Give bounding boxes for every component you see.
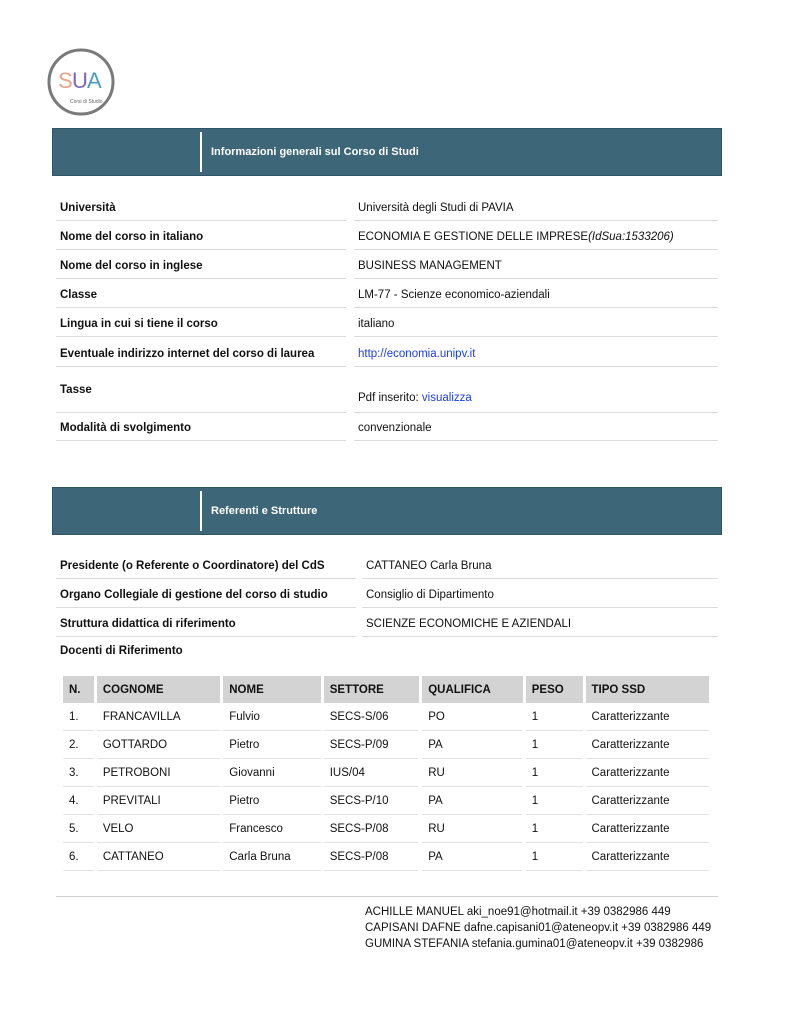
row-label: Eventuale indirizzo internet del corso di laurea	[60, 348, 315, 360]
row-value: Pdf inserito:	[358, 392, 422, 404]
visualizza-link[interactable]: visualizza	[421, 392, 472, 404]
cell: VELO	[97, 815, 220, 843]
row-label: Nome del corso in inglese	[60, 260, 203, 272]
idsua-value: (IdSua:1533206)	[588, 231, 674, 243]
column-header: QUALIFICA	[422, 676, 523, 703]
cell: PA	[422, 787, 523, 815]
table-header-row	[63, 676, 709, 703]
contact-line: ACHILLE MANUEL aki_noe91@hotmail.it +39 0382986 449	[365, 906, 671, 918]
cell: Caratterizzante	[586, 815, 710, 843]
row-label: Modalità di svolgimento	[60, 422, 191, 434]
cell: PO	[422, 703, 523, 731]
row-value: ECONOMIA E GESTIONE DELLE IMPRESE	[358, 231, 589, 243]
cell: PETROBONI	[97, 759, 220, 787]
cell: Carla Bruna	[223, 843, 320, 871]
info-row-indirizzo-internet	[56, 339, 718, 367]
cell: 3.	[63, 759, 94, 787]
cell: PREVITALI	[97, 787, 220, 815]
cell: Francesco	[223, 815, 320, 843]
table-row	[63, 703, 709, 731]
svg-text:S: S	[58, 68, 73, 93]
section-header-general-info	[52, 128, 722, 176]
row-label: Università	[60, 202, 116, 214]
cell: 1	[526, 731, 583, 759]
info-row-nome-italiano	[56, 222, 718, 250]
sua-logo	[46, 47, 116, 117]
cell: Caratterizzante	[586, 759, 710, 787]
row-label: Struttura didattica di riferimento	[60, 618, 236, 630]
cell: RU	[422, 815, 523, 843]
cell: 1	[526, 703, 583, 731]
contacts-block	[365, 904, 715, 952]
row-value: Università degli Studi di PAVIA	[358, 202, 514, 214]
cell: Pietro	[223, 787, 320, 815]
table-row	[63, 759, 709, 787]
cell: GOTTARDO	[97, 731, 220, 759]
cell: SECS-P/10	[324, 787, 420, 815]
cell: 5.	[63, 815, 94, 843]
cell: FRANCAVILLA	[97, 703, 220, 731]
cell: Caratterizzante	[586, 843, 710, 871]
column-header: NOME	[223, 676, 320, 703]
cell: 1	[526, 787, 583, 815]
row-value: convenzionale	[358, 422, 432, 434]
cell: SECS-S/06	[324, 703, 420, 731]
section-title: Informazioni generali sul Corso di Studi	[211, 146, 419, 158]
cell: 2.	[63, 731, 94, 759]
column-header: TIPO SSD	[586, 676, 710, 703]
row-label: Classe	[60, 289, 98, 301]
cell: IUS/04	[324, 759, 420, 787]
row-label: Nome del corso in italiano	[60, 231, 204, 243]
svg-text:A: A	[87, 68, 102, 93]
svg-text:Corsi di Studio: Corsi di Studio	[70, 99, 103, 105]
row-label: Organo Collegiale di gestione del corso di studio	[60, 589, 328, 601]
contact-line: GUMINA STEFANIA stefania.gumina01@ateneopv.it +39 0382986	[365, 938, 704, 950]
row-value: Consiglio di Dipartimento	[366, 589, 494, 601]
row-value: BUSINESS MANAGEMENT	[358, 260, 502, 272]
cell: SECS-P/08	[324, 815, 420, 843]
row-value: italiano	[358, 318, 395, 330]
docenti-label: Docenti di Riferimento	[60, 645, 183, 657]
cell: 1.	[63, 703, 94, 731]
cell: 4.	[63, 787, 94, 815]
section-header-referenti	[52, 487, 722, 535]
docenti-table	[60, 676, 712, 871]
cell: PA	[422, 843, 523, 871]
cell: 1	[526, 815, 583, 843]
svg-text:U: U	[72, 68, 88, 93]
cell: CATTANEO	[97, 843, 220, 871]
row-value: LM-77 - Scienze economico-aziendali	[358, 289, 550, 301]
ref-row-presidente	[56, 551, 718, 579]
cell: Caratterizzante	[586, 703, 710, 731]
ref-row-struttura	[56, 609, 718, 637]
cell: 1	[526, 759, 583, 787]
cell: Pietro	[223, 731, 320, 759]
row-value: CATTANEO Carla Bruna	[366, 560, 492, 572]
info-row-classe	[56, 280, 718, 308]
cell: RU	[422, 759, 523, 787]
cell: SECS-P/09	[324, 731, 420, 759]
table-row	[63, 731, 709, 759]
cell: 6.	[63, 843, 94, 871]
section-title: Referenti e Strutture	[211, 505, 318, 517]
row-label: Lingua in cui si tiene il corso	[60, 318, 218, 330]
cell: PA	[422, 731, 523, 759]
cell: Fulvio	[223, 703, 320, 731]
info-row-lingua	[56, 309, 718, 337]
column-header: PESO	[526, 676, 583, 703]
row-label: Tasse	[60, 384, 92, 396]
column-header: COGNOME	[97, 676, 220, 703]
table-row	[63, 815, 709, 843]
table-row	[63, 843, 709, 871]
info-row-nome-inglese	[56, 251, 718, 279]
info-row-modalita	[56, 413, 718, 441]
table-row	[63, 787, 709, 815]
cell: SECS-P/08	[324, 843, 420, 871]
row-label: Presidente (o Referente o Coordinatore) del CdS	[60, 560, 325, 572]
column-header: SETTORE	[324, 676, 420, 703]
contact-line: CAPISANI DAFNE dafne.capisani01@ateneopv.it +39 0382986 449	[365, 922, 712, 934]
info-row-tasse	[56, 368, 718, 413]
row-value: SCIENZE ECONOMICHE E AZIENDALI	[366, 618, 572, 630]
course-website-link[interactable]: http://economia.unipv.it	[358, 348, 476, 360]
divider	[56, 896, 718, 897]
info-row-universita	[56, 193, 718, 221]
cell: Caratterizzante	[586, 787, 710, 815]
cell: Giovanni	[223, 759, 320, 787]
column-header: N.	[63, 676, 94, 703]
cell: Caratterizzante	[586, 731, 710, 759]
cell: 1	[526, 843, 583, 871]
ref-row-organo-collegiale	[56, 580, 718, 608]
